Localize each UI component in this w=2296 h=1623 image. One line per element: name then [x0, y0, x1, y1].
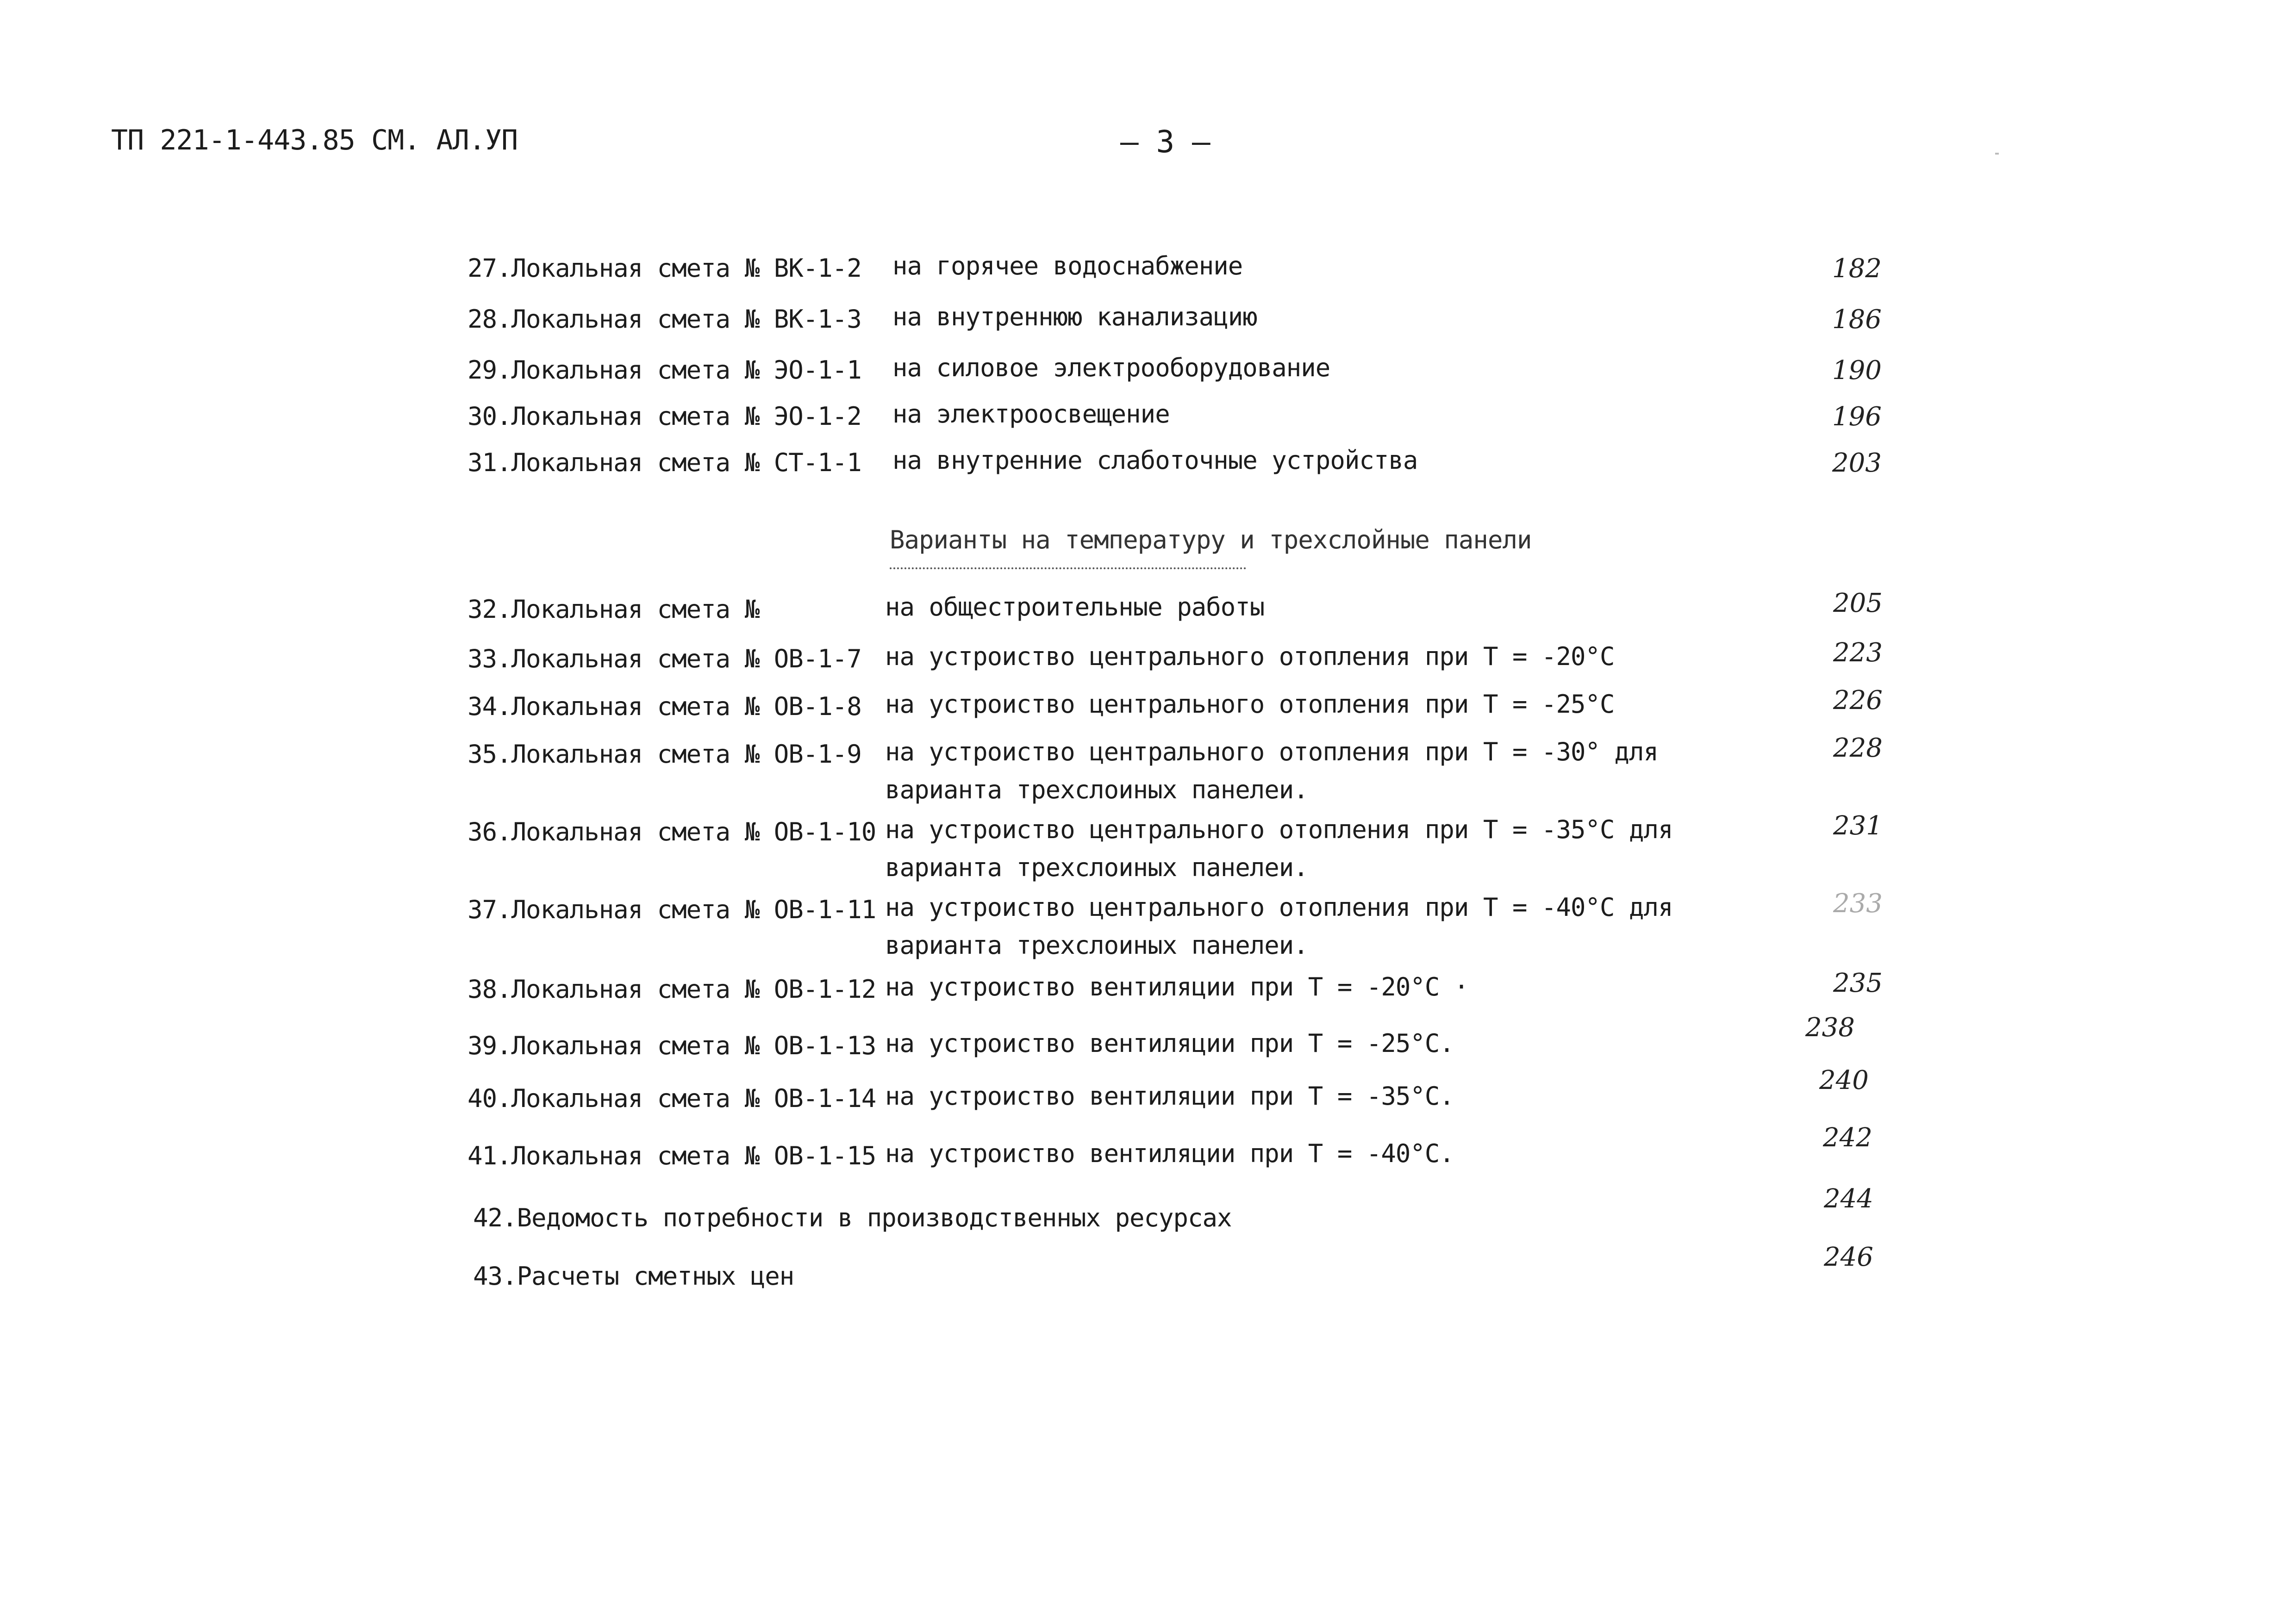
statement-title: 42.Ведомость потребности в производственных ресурсах [473, 1203, 1232, 1232]
description-line: на устроиство центрального отопления при Т = -25°С [885, 690, 1615, 719]
page-ref: 242 [1823, 1123, 1872, 1153]
estimate-number: 37.Локальная смета № ОВ-1-11 [468, 895, 876, 924]
page-ref: 246 [1824, 1242, 1873, 1272]
description-line: на устроиство вентиляции при Т = -25°С. [885, 1029, 1454, 1058]
page-number: — 3 — [1120, 124, 1210, 160]
estimate-description [885, 889, 1673, 964]
estimate-description [885, 1077, 1454, 1115]
page-ref: 226 [1833, 685, 1883, 715]
estimate-description: на внутреннюю канализацию [892, 302, 1257, 331]
estimate-description: на силовое электрооборудование [892, 353, 1330, 382]
estimate-number: 33.Локальная смета № ОВ-1-7 [468, 644, 861, 673]
description-line-2: варианта трехслоиных панелеи. [885, 853, 1308, 882]
estimate-description [885, 1025, 1454, 1063]
estimate-number: 28.Локальная смета № ВК-1-3 [468, 305, 861, 334]
estimate-number: 29.Локальная смета № ЭО-1-1 [468, 355, 861, 385]
description-line: на устроиство центрального отопления при Т = -30° для [885, 737, 1659, 766]
estimate-description [885, 685, 1615, 723]
description-line: на устроиство центрального отопления при Т = -35°С для [885, 815, 1673, 844]
statement-title: 43.Расчеты сметных цен [473, 1262, 794, 1291]
page-ref: 240 [1819, 1065, 1869, 1095]
estimate-number: 31.Локальная смета № СТ-1-1 [468, 448, 861, 477]
scan-speck [1995, 153, 1999, 155]
page-ref: 238 [1805, 1013, 1855, 1043]
page-ref: 186 [1832, 305, 1882, 335]
estimate-description: на электроосвещение [892, 399, 1170, 429]
estimate-number: 27.Локальная смета № ВК-1-2 [468, 254, 861, 283]
page-ref: 196 [1832, 402, 1882, 432]
description-line-2: варианта трехслоиных панелеи. [885, 931, 1308, 960]
page-ref: 233 [1833, 889, 1883, 919]
page-ref: 235 [1833, 968, 1883, 998]
description-line: на устроиство центрального отопления при Т = -20°С [885, 642, 1615, 671]
page-ref: 182 [1832, 254, 1882, 284]
estimate-description [885, 588, 1264, 626]
document-code: ТП 221-1-443.85 СМ. АЛ.УП [111, 124, 518, 156]
page-ref: 205 [1833, 588, 1883, 618]
description-line-2: варианта трехслоиных панелеи. [885, 775, 1308, 804]
page-ref: 190 [1832, 355, 1882, 386]
estimate-number: 35.Локальная смета № ОВ-1-9 [468, 740, 861, 769]
estimate-number: 41.Локальная смета № ОВ-1-15 [468, 1141, 876, 1170]
section-heading: Варианты на температуру и трехслойные панели [890, 525, 1532, 554]
estimate-description: на внутренние слаботочные устройства [892, 446, 1418, 475]
estimate-description [885, 733, 1658, 809]
page-ref: 223 [1833, 638, 1883, 668]
description-line: на общестроительные работы [885, 592, 1265, 622]
estimate-number: 38.Локальная смета № ОВ-1-12 [468, 975, 876, 1004]
estimate-description [885, 811, 1673, 887]
estimate-description: на горячее водоснабжение [892, 251, 1243, 280]
estimate-description [885, 638, 1615, 676]
estimate-number: 36.Локальная смета № ОВ-1-10 [468, 817, 876, 846]
estimate-number: 39.Локальная смета № ОВ-1-13 [468, 1031, 876, 1060]
description-line: на устроиство вентиляции при Т = -40°С. [885, 1139, 1454, 1168]
page-ref: 231 [1833, 811, 1883, 841]
section-underline [890, 566, 1246, 569]
page-ref: 244 [1824, 1184, 1873, 1214]
estimate-number: 34.Локальная смета № ОВ-1-8 [468, 692, 861, 721]
estimate-description [885, 968, 1468, 1006]
estimate-number: 30.Локальная смета № ЭО-1-2 [468, 402, 861, 431]
estimate-description [885, 1135, 1454, 1173]
description-line: на устроиство центрального отопления при Т = -40°С для [885, 893, 1673, 922]
estimate-number: 32.Локальная смета № [468, 595, 760, 624]
description-line: на устроиство вентиляции при Т = -35°С. [885, 1082, 1454, 1111]
page-ref: 228 [1833, 733, 1883, 763]
page-ref: 203 [1832, 448, 1882, 478]
estimate-number: 40.Локальная смета № ОВ-1-14 [468, 1084, 876, 1113]
description-line: на устроиство вентиляции при Т = -20°С · [885, 972, 1469, 1001]
